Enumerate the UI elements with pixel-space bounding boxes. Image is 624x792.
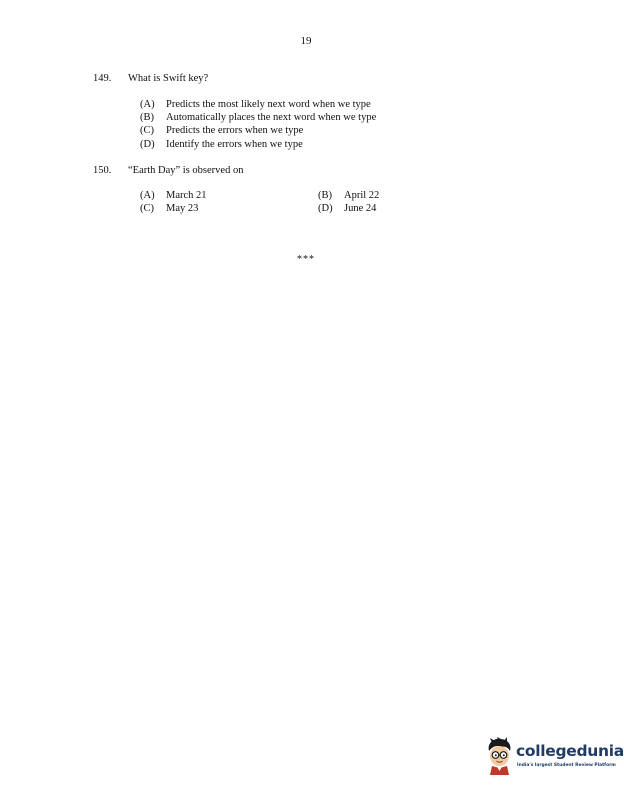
option-letter: (C) [140,125,154,137]
option-letter: (D) [140,138,155,150]
question-number: 150. [93,165,112,176]
option-b [140,111,376,124]
option-text: Predicts the errors when we type [166,125,304,137]
option-d [318,202,376,215]
option-text: June 24 [344,203,377,215]
option-letter: (C) [140,203,154,215]
option-text: March 21 [166,190,207,201]
option-text: Identify the errors when we type [166,138,303,150]
option-letter: (B) [318,190,332,201]
page-number: 19 [300,35,312,47]
question-149 [93,72,208,85]
option-text: May 23 [166,203,199,215]
question-150-options [140,189,410,215]
logo-brand-text: collegedunia [516,742,624,760]
option-letter: (B) [140,112,154,124]
collegedunia-logo [484,737,624,777]
option-a [140,98,376,111]
option-a [140,189,207,202]
option-letter: (A) [140,190,155,201]
option-c [140,202,198,215]
option-c [140,124,376,137]
option-text: Predicts the most likely next word when we type [166,99,371,110]
mascot-icon [484,737,514,775]
option-b [318,189,379,202]
option-text: Automatically places the next word when we type [166,112,377,124]
options-row [140,202,410,215]
question-text: “Earth Day” is observed on [128,165,244,176]
question-text: What is Swift key? [128,73,209,84]
option-d [140,138,376,151]
question-150 [93,164,243,177]
question-number: 149. [93,73,112,84]
end-marker: *** [297,254,315,265]
option-text: April 22 [344,190,380,201]
logo-tagline: India's largest Student Review Platform [517,763,616,768]
option-letter: (A) [140,99,155,110]
question-149-options [140,98,376,151]
option-letter: (D) [318,203,333,215]
options-row [140,189,410,202]
